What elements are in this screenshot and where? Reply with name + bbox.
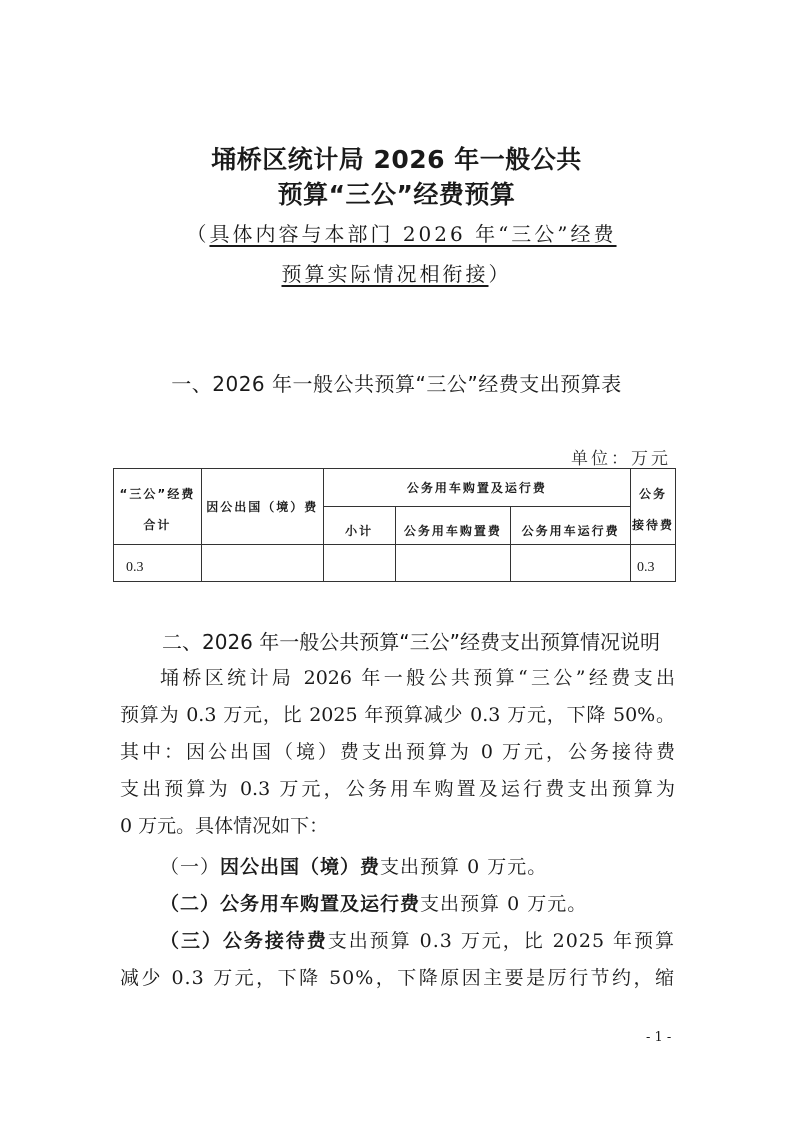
table-row: [114, 545, 676, 582]
section2-heading: 二、2026 年一般公共预算“三公”经费支出预算情况说明: [162, 630, 660, 654]
cell-vehicle-purchase: [395, 545, 511, 582]
item-text: 支出预算 0 万元。: [380, 856, 548, 878]
item-prefix: （一）: [160, 856, 221, 878]
body-line: 埇桥区统计局 2026 年一般公共预算“三公”经费支出: [160, 667, 675, 689]
item-bold-label: 因公出国（境）费: [220, 856, 381, 878]
header-abroad: 因公出国（境）费: [201, 469, 323, 545]
cell-vehicle-subtotal: [323, 545, 395, 582]
header-total-line1: “三公”经费: [119, 486, 196, 501]
cell-vehicle-operation: [511, 545, 631, 582]
list-item-continuation: 减少 0.3 万元，下降 50%，下降原因主要是厉行节约，缩: [120, 967, 675, 989]
header-vehicle-subtotal: 小计: [323, 507, 395, 545]
header-reception: [631, 469, 676, 545]
header-total-line2: 合计: [143, 517, 172, 532]
header-total: [114, 469, 202, 545]
document-title-line2: 预算“三公”经费预算: [277, 180, 516, 209]
header-vehicle-purchase: 公务用车购置费: [395, 507, 511, 545]
item-bold-label: 公务接待费: [222, 930, 328, 952]
cell-reception: 0.3: [631, 545, 676, 582]
header-reception-line2: 接待费: [632, 517, 675, 532]
list-item: [160, 889, 587, 916]
header-vehicle-group: 公务用车购置及运行费: [323, 469, 630, 507]
item-prefix: （三）: [160, 930, 223, 952]
item-prefix: （二）: [160, 893, 221, 915]
subtitle-close-paren: ）: [488, 262, 512, 286]
subtitle-open-paren: （: [186, 222, 210, 246]
subtitle-text-2: 预算实际情况相衔接: [281, 262, 489, 286]
body-line: 0 万元。具体情况如下：: [120, 815, 329, 837]
table-header-row-1: [114, 469, 676, 507]
page-number: - 1 -: [646, 1030, 672, 1045]
subtitle-line2: [0, 258, 793, 287]
body-line: 支出预算为 0.3 万元，公务用车购置及运行费支出预算为: [120, 778, 675, 800]
unit-label: 单位：万元: [571, 449, 671, 469]
section1-heading: 一、2026 年一般公共预算“三公”经费支出预算表: [171, 372, 622, 396]
list-item: [160, 926, 675, 953]
cell-total: 0.3: [114, 545, 202, 582]
subtitle-text-1: 具体内容与本部门 2026 年“三公”经费: [209, 222, 617, 246]
document-title-line1: 埇桥区统计局 2026 年一般公共: [211, 145, 582, 174]
item-bold-label: 公务用车购置及运行费: [220, 893, 421, 915]
header-vehicle-operation: 公务用车运行费: [511, 507, 631, 545]
item-text: 支出预算 0 万元。: [420, 893, 588, 915]
item-text: 支出预算 0.3 万元，比 2025 年预算: [327, 930, 675, 952]
subtitle-line1: [0, 218, 793, 247]
cell-abroad: [201, 545, 323, 582]
header-reception-line1: 公务: [639, 486, 668, 501]
budget-table: [113, 468, 676, 582]
body-paragraph: [120, 660, 675, 845]
list-item: [160, 852, 547, 879]
body-line: 预算为 0.3 万元，比 2025 年预算减少 0.3 万元，下降 50%。: [120, 704, 675, 726]
body-line: 其中：因公出国（境）费支出预算为 0 万元，公务接待费: [120, 741, 675, 763]
